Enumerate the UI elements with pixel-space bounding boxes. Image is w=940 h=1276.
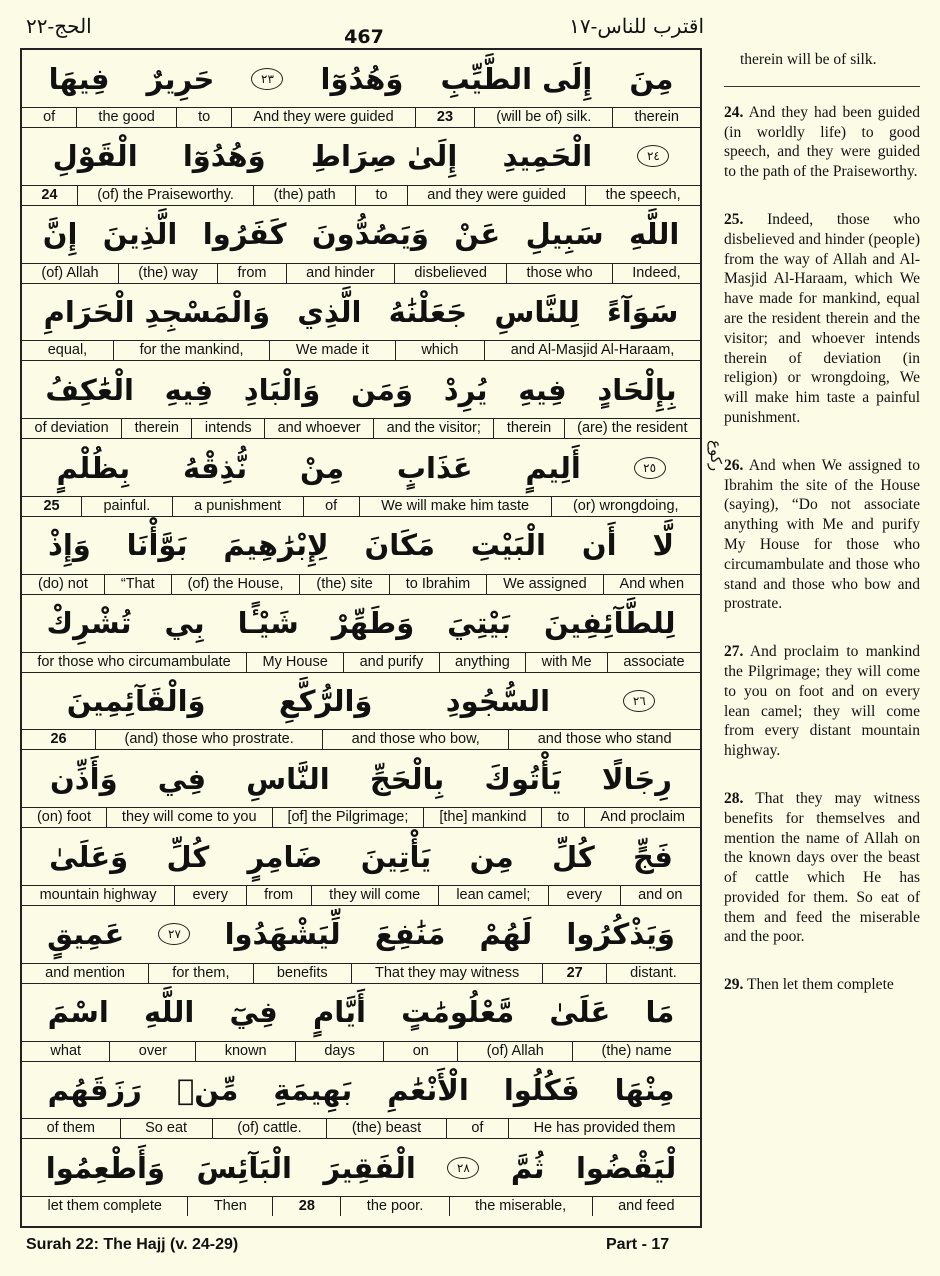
gloss-cell: to Ibrahim	[389, 575, 486, 594]
gloss-cell: for those who circumambulate	[37, 653, 231, 670]
arabic-word: شَيْـًٔا	[237, 606, 299, 641]
translation-verse-25	[724, 210, 920, 428]
verse-row	[22, 206, 700, 284]
gloss-cell: [the] mankind	[423, 808, 541, 827]
arabic-word: الْعَٰكِفُ	[45, 372, 134, 407]
gloss-cell: and purify	[343, 653, 438, 672]
arabic-word: وَأَطْعِمُوا	[45, 1150, 165, 1185]
arabic-word: لْيَقْضُوا	[575, 1150, 677, 1185]
arabic-word: عَمِيقٍ	[47, 917, 125, 952]
gloss-cell: (the) path	[253, 186, 355, 205]
arabic-line	[22, 1061, 700, 1118]
verse-number: 29.	[724, 976, 744, 994]
english-gloss-line	[22, 185, 700, 205]
arabic-word: مَّعْلُومَٰتٍ	[401, 995, 515, 1030]
verse-end-marker: ٢٥	[634, 457, 666, 479]
gloss-cell: (of) Allah	[41, 264, 99, 281]
gloss-cell: and they were guided	[407, 186, 585, 205]
arabic-line	[22, 750, 700, 807]
arabic-word: يُرِدْ	[443, 372, 488, 407]
arabic-word: أَلِيمٍ	[525, 450, 581, 485]
arabic-word: اللَّهِ	[629, 217, 680, 252]
gloss-cell: and the visitor;	[373, 419, 493, 438]
arabic-line	[22, 128, 700, 185]
translation-verse-26	[724, 456, 920, 614]
arabic-word: الْحَمِيدِ	[502, 139, 593, 174]
gloss-cell: of them	[46, 1120, 95, 1137]
gloss-cell: and Al-Masjid Al-Haraam,	[484, 341, 700, 360]
gloss-cell: with Me	[525, 653, 607, 672]
arabic-word: النَّاسِ	[246, 761, 330, 796]
gloss-cell: And when	[603, 575, 700, 594]
gloss-cell: from	[246, 886, 311, 905]
english-gloss-line	[22, 1041, 700, 1061]
arabic-word: الَّذِي	[297, 294, 362, 329]
gloss-cell: (and) those who prostrate.	[95, 730, 322, 749]
gloss-cell: benefits	[253, 964, 351, 983]
gloss-cell: “That	[104, 575, 171, 594]
gloss-cell: My House	[246, 653, 343, 672]
arabic-line	[22, 50, 700, 107]
verse-end-marker: ٢٤	[637, 145, 669, 167]
english-gloss-line	[22, 418, 700, 438]
gloss-cell: for the mankind,	[113, 341, 269, 360]
gloss-cell: therein	[493, 419, 563, 438]
gloss-cell: therein	[121, 419, 191, 438]
arabic-word: سَبِيلِ	[525, 217, 604, 252]
arabic-word: الْبَيْتِ	[470, 528, 546, 563]
english-gloss-line	[22, 885, 700, 905]
arabic-word: وَالْبَادِ	[243, 372, 321, 407]
arabic-word: فِيٓ	[229, 995, 278, 1030]
arabic-word: وَإِذْ	[47, 528, 91, 563]
arabic-line	[22, 439, 700, 496]
verse-row	[22, 1139, 700, 1216]
verse-row	[22, 906, 700, 984]
gloss-cell: (or) wrongdoing,	[551, 497, 700, 516]
gloss-cell: they will come	[311, 886, 438, 905]
gloss-cell: and those who stand	[508, 730, 700, 749]
arabic-word: بِظُلْمٍ	[56, 450, 131, 485]
gloss-cell: to	[541, 808, 584, 827]
verse-number-cell: 26	[50, 731, 67, 748]
translation-column	[724, 50, 920, 1023]
arabic-line	[22, 1139, 700, 1196]
verse-number: 26.	[724, 456, 744, 474]
translation-verse-27	[724, 642, 920, 761]
page-number: 467	[344, 26, 384, 48]
arabic-word: وَيَصُدُّونَ	[311, 217, 429, 252]
gloss-cell: anything	[439, 653, 526, 672]
gloss-cell: the good	[76, 108, 176, 127]
gloss-cell: lean camel;	[438, 886, 548, 905]
translation-verse-29	[724, 975, 920, 995]
arabic-word: نُّذِقْهُ	[182, 450, 248, 485]
gloss-cell: (of) cattle.	[212, 1119, 327, 1138]
verse-text: That they may witness benefits for themselves and mention the name of Allah on the known days over the beast of cattle which He has provided for them. So eat of them and feed the miserable and the poor.	[724, 789, 920, 946]
gloss-cell: We will make him taste	[359, 497, 551, 516]
arabic-word: الَّذِينَ	[102, 217, 178, 252]
gloss-cell: (do) not	[37, 575, 88, 592]
gloss-cell: disbelieved	[394, 264, 506, 283]
gloss-cell: and hinder	[286, 264, 394, 283]
translation-verse-28	[724, 789, 920, 947]
translation-continuation: therein will be of silk.	[740, 51, 877, 68]
arabic-word: بَهِيمَةِ	[273, 1072, 353, 1107]
arabic-word: رَزَقَهُم	[47, 1072, 142, 1107]
gloss-cell: (the) beast	[326, 1119, 445, 1138]
gloss-cell: known	[195, 1042, 295, 1061]
arabic-word: بِإِلْحَادٍ	[597, 372, 677, 407]
arabic-word: وَمَن	[350, 372, 414, 407]
gloss-cell: the speech,	[585, 186, 700, 205]
gloss-cell: We made it	[269, 341, 394, 360]
verse-row	[22, 128, 700, 206]
verse-row	[22, 595, 700, 673]
gloss-cell: (the) name	[572, 1042, 700, 1061]
arabic-word: فِي	[157, 761, 207, 796]
arabic-word: وَالرُّكَّعِ	[278, 683, 373, 718]
arabic-word: بِي	[164, 606, 205, 641]
arabic-line	[22, 283, 700, 340]
arabic-line	[22, 595, 700, 652]
arabic-word: وَأَذِّن	[50, 761, 118, 796]
gloss-cell: and whoever	[264, 419, 373, 438]
arabic-word: ضَامِرٍ	[247, 839, 323, 874]
verse-number-cell: 28	[272, 1197, 340, 1216]
gloss-cell: associate	[607, 653, 700, 672]
arabic-word: وَيَذْكُرُوا	[566, 917, 675, 952]
arabic-word: إِلَىٰ صِرَاطِ	[310, 139, 458, 174]
english-gloss-line	[22, 1118, 700, 1138]
gloss-cell: to	[355, 186, 407, 205]
verse-row	[22, 517, 700, 595]
footer-part: Part - 17	[606, 1236, 670, 1253]
arabic-word: الْفَقِيرَ	[323, 1150, 416, 1185]
arabic-line	[22, 906, 700, 963]
surah-title-arabic: الحج-٢٢	[26, 14, 92, 38]
english-gloss-line	[22, 963, 700, 983]
arabic-word: كُلِّ	[551, 839, 595, 874]
english-gloss-line	[22, 107, 700, 127]
arabic-line	[22, 828, 700, 885]
word-by-word-grid	[20, 48, 702, 1228]
arabic-word: اسْمَ	[47, 995, 109, 1030]
gloss-cell: (of) the House,	[171, 575, 300, 594]
arabic-line	[22, 206, 700, 263]
verse-number: 27.	[724, 643, 744, 661]
arabic-word: وَالْقَآئِمِينَ	[66, 683, 206, 718]
arabic-word: بَيْتِيَ	[447, 606, 512, 641]
arabic-word: سَوَآءً	[606, 294, 679, 329]
verse-row	[22, 828, 700, 906]
verse-end-marker: ٢٧	[158, 923, 190, 945]
english-gloss-line	[22, 574, 700, 594]
verse-text: And when We assigned to Ibrahim the site of the House (saying), “Do not associate anything with Me and purify My House for those who circumambulate and those who stand and those who bow and prostrate.	[724, 456, 920, 613]
verse-number: 28.	[724, 789, 744, 807]
verse-text: And proclaim to mankind the Pilgrimage; they will come to you on foot and on every lean camel; they will come from every distant mountain highway.	[724, 643, 920, 760]
verse-row	[22, 672, 700, 750]
arabic-word: يَأْتُوكَ	[484, 761, 562, 796]
arabic-word: لِإِبْرَٰهِيمَ	[223, 528, 329, 563]
gloss-cell: equal,	[47, 342, 88, 359]
verse-row	[22, 439, 700, 517]
arabic-word: وَطَهِّرْ	[331, 606, 415, 641]
arabic-word: الْأَنْعَٰمِ	[387, 1072, 469, 1107]
gloss-cell: intends	[191, 419, 264, 438]
arabic-word: لِلطَّآئِفِينَ	[543, 606, 676, 641]
english-gloss-line	[22, 1196, 700, 1216]
arabic-word: وَهُدُوٓا	[320, 61, 404, 96]
gloss-cell: from	[217, 264, 286, 283]
gloss-cell: mountain highway	[39, 887, 157, 903]
arabic-word: بَوَّأْنَا	[126, 528, 188, 563]
arabic-word: لَهُمْ	[479, 917, 533, 952]
gloss-cell: therein	[612, 108, 700, 127]
english-gloss-line	[22, 340, 700, 360]
english-gloss-line	[22, 729, 700, 749]
gloss-cell: on	[383, 1042, 457, 1061]
juz-title-arabic: اقترب للناس-١٧	[569, 14, 704, 38]
english-gloss-line	[22, 807, 700, 827]
arabic-word: يَأْتِينَ	[360, 839, 432, 874]
arabic-word: مِنَ	[629, 61, 674, 96]
arabic-line	[22, 984, 700, 1041]
arabic-word: فَكُلُوا	[503, 1072, 580, 1107]
arabic-word: لِّيَشْهَدُوا	[224, 917, 341, 952]
verse-number-cell: 25	[43, 498, 60, 514]
gloss-cell: and feed	[592, 1197, 700, 1216]
gloss-cell: what	[50, 1042, 82, 1059]
arabic-word: أَن	[581, 528, 617, 563]
arabic-word: إِلَى الطَّيِّبِ	[440, 61, 593, 96]
gloss-cell: days	[295, 1042, 383, 1061]
arabic-word: ثُمَّ	[510, 1150, 545, 1185]
verse-row	[22, 1061, 700, 1139]
arabic-word: اللَّهِ	[144, 995, 195, 1030]
gloss-cell: (the) site	[299, 575, 388, 594]
arabic-word: مِّنۢ	[176, 1072, 239, 1107]
arabic-word: فِيهَا	[48, 61, 110, 96]
arabic-word: حَرِيرٌ	[146, 61, 215, 96]
gloss-cell: And they were guided	[231, 108, 414, 127]
arabic-word: الْقَوْلِ	[52, 139, 138, 174]
gloss-cell: That they may witness	[351, 964, 543, 983]
gloss-cell: those who	[506, 264, 612, 283]
arabic-word: مِنْ	[300, 450, 345, 485]
verse-text: And they had been guided (in worldly life) to good speech, and they were guided to the path of the Praiseworthy.	[724, 103, 920, 181]
gloss-cell: to	[176, 108, 231, 127]
arabic-line	[22, 361, 700, 418]
english-gloss-line	[22, 263, 700, 283]
verse-text: Then let them complete	[746, 976, 894, 994]
arabic-line	[22, 517, 700, 574]
verse-number: 25.	[724, 210, 744, 228]
divider	[724, 86, 920, 87]
arabic-word: عَلَىٰ	[549, 995, 611, 1030]
gloss-cell: a punishment	[172, 497, 303, 516]
arabic-word: أَيَّامٍ	[313, 995, 366, 1030]
gloss-cell: let them complete	[47, 1198, 162, 1215]
verse-row	[22, 50, 700, 128]
footer-surah: Surah 22: The Hajj (v. 24-29)	[26, 1236, 239, 1253]
arabic-line	[22, 672, 700, 729]
gloss-cell: He has provided them	[508, 1119, 700, 1138]
arabic-word: فَجٍّ	[632, 839, 673, 874]
verse-end-marker: ٢٨	[447, 1157, 479, 1179]
gloss-cell: distant.	[606, 964, 700, 983]
verse-number-cell: 23	[415, 108, 474, 127]
arabic-word: مَا	[645, 995, 675, 1030]
gloss-cell: the miserable,	[449, 1197, 592, 1216]
gloss-cell: And proclaim	[584, 808, 700, 827]
gloss-cell: painful.	[81, 497, 172, 516]
arabic-word: عَنْ	[454, 217, 501, 252]
gloss-cell: which	[395, 341, 484, 360]
gloss-cell: (are) the resident	[564, 419, 700, 438]
arabic-word: مَنَٰفِعَ	[374, 917, 446, 952]
gloss-cell: the poor.	[340, 1197, 448, 1216]
gloss-cell: (will be of) silk.	[474, 108, 612, 127]
english-gloss-line	[22, 652, 700, 672]
arabic-word: وَالْمَسْجِدِ الْحَرَامِ	[43, 294, 271, 329]
english-gloss-line	[22, 496, 700, 516]
arabic-word: مِن	[469, 839, 514, 874]
verse-number-cell: 27	[542, 964, 605, 983]
gloss-cell: Then	[187, 1197, 272, 1216]
arabic-word: مَكَانَ	[364, 528, 435, 563]
verse-row	[22, 361, 700, 439]
gloss-cell: We assigned	[486, 575, 602, 594]
arabic-word: السُّجُودِ	[445, 683, 551, 718]
arabic-word: الْبَآئِسَ	[196, 1150, 292, 1185]
gloss-cell: of	[43, 109, 56, 125]
arabic-word: فِيهِ	[164, 372, 214, 407]
verse-row	[22, 750, 700, 828]
gloss-cell: for them,	[148, 964, 253, 983]
verse-end-marker: ٢٣	[251, 68, 283, 90]
gloss-cell: they will come to you	[106, 808, 272, 827]
gloss-cell: (the) way	[118, 264, 217, 283]
gloss-cell: of deviation	[34, 420, 109, 437]
arabic-word: لَّا	[652, 528, 675, 563]
arabic-word: رِجَالًا	[601, 761, 672, 796]
arabic-word: جَعَلْنَٰهُ	[388, 294, 468, 329]
verse-text: Indeed, those who disbelieved and hinder (people) from the way of Allah and Al-Masjid Al-Haraam, which We have made for mankind, equal are the resident therein and the visitor; and whoever intends therein of deviation (in religion) or wrongdoing, We will make him taste a painful punishment.	[724, 210, 920, 426]
gloss-cell: every	[548, 886, 620, 905]
verse-number: 24.	[724, 103, 744, 121]
gloss-cell: (on) foot	[36, 809, 91, 826]
gloss-cell: (of) Allah	[457, 1042, 572, 1061]
verse-row	[22, 984, 700, 1062]
gloss-cell: of	[446, 1119, 508, 1138]
arabic-word: لِلنَّاسِ	[494, 294, 580, 329]
arabic-word: كَفَرُوا	[202, 217, 287, 252]
gloss-cell: [of] the Pilgrimage;	[272, 808, 424, 827]
arabic-word: فِيهِ	[518, 372, 567, 407]
gloss-cell: Indeed,	[612, 264, 700, 283]
gloss-cell: over	[109, 1042, 195, 1061]
translation-verse-24	[724, 103, 920, 182]
arabic-word: بِالْحَجِّ	[369, 761, 445, 796]
verse-number-cell: 24	[41, 186, 58, 203]
verse-row	[22, 283, 700, 361]
arabic-word: كُلِّ	[166, 839, 210, 874]
ruku-marker: رکوع	[707, 440, 725, 472]
gloss-cell: and on	[620, 886, 700, 905]
arabic-word: مِنْهَا	[614, 1072, 675, 1107]
arabic-word: إِنَّ	[42, 217, 78, 252]
arabic-word: وَهُدُوٓا	[182, 139, 266, 174]
gloss-cell: and those who bow,	[322, 730, 508, 749]
gloss-cell: So eat	[120, 1119, 212, 1138]
gloss-cell: and mention	[45, 964, 125, 981]
gloss-cell: of	[303, 497, 359, 516]
verse-end-marker: ٢٦	[623, 690, 655, 712]
arabic-word: عَذَابٍ	[396, 450, 473, 485]
arabic-word: وَعَلَىٰ	[49, 839, 129, 874]
gloss-cell: (of) the Praiseworthy.	[77, 186, 253, 205]
arabic-word: تُشْرِكْ	[46, 606, 132, 641]
gloss-cell: every	[174, 886, 246, 905]
